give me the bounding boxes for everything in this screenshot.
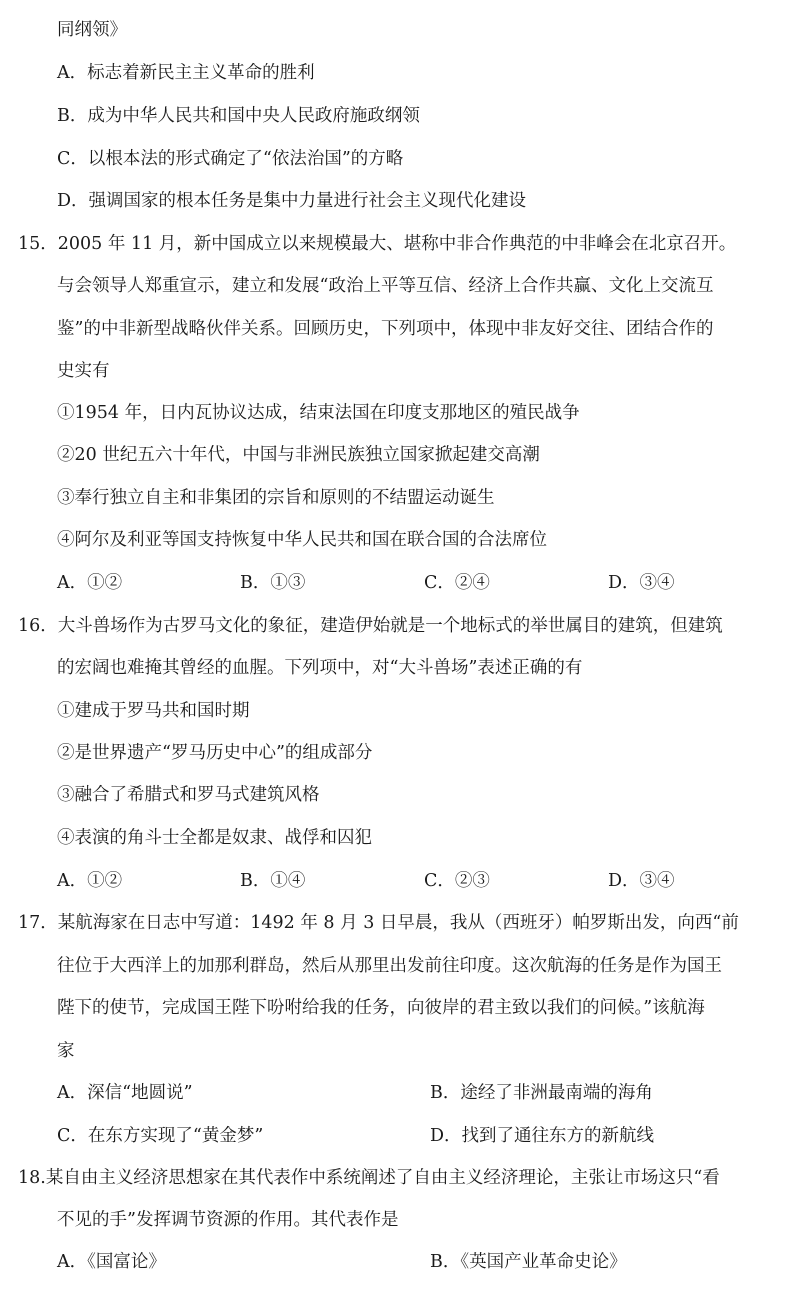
q15-stem-line-1: 15．2005 年 11 月，新中国成立以来规模最大、堪称中非合作典范的中非峰会在北京召开。 (18, 234, 737, 254)
q15-stem-line-2: 与会领导人郑重宣示，建立和发展“政治上平等互信、经济上合作共赢、文化上交流互 (57, 276, 714, 296)
q16-item-2: ②是世界遗产“罗马历史中心”的组成部分 (57, 743, 373, 763)
q17-option-c: C．在东方实现了“黄金梦” (57, 1126, 264, 1146)
q16-option-a: A．①② (57, 871, 123, 891)
q14-option-b: B．成为中华人民共和国中央人民政府施政纲领 (57, 106, 420, 126)
q15-item-2: ②20 世纪五六十年代，中国与非洲民族独立国家掀起建交高潮 (57, 445, 540, 465)
q15-stem-line-3: 鉴”的中非新型战略伙伴关系。回顾历史，下列项中，体现中非友好交往、团结合作的 (57, 319, 714, 339)
q14-option-a: A．标志着新民主主义革命的胜利 (57, 63, 315, 83)
q16-stem-line-1: 16．大斗兽场作为古罗马文化的象征，建造伊始就是一个地标式的举世属目的建筑，但建筑 (18, 616, 723, 636)
q17-option-d: D．找到了通往东方的新航线 (430, 1126, 655, 1146)
q14-tail: 同纲领》 (57, 20, 127, 40)
q15-option-a: A．①② (57, 573, 123, 593)
q16-stem-line-2: 的宏阔也难掩其曾经的血腥。下列项中，对“大斗兽场”表述正确的有 (57, 658, 583, 678)
q15-option-b: B．①③ (240, 573, 306, 593)
q17-stem-line-4: 家 (57, 1041, 75, 1061)
q15-option-c: C．②④ (424, 573, 490, 593)
q17-stem-line-1: 17．某航海家在日志中写道：1492 年 8 月 3 日早晨，我从（西班牙）帕罗斯出发，向西“前 (18, 913, 739, 933)
q15-item-3: ③奉行独立自主和非集团的宗旨和原则的不结盟运动诞生 (57, 488, 495, 508)
q16-option-d: D．③④ (608, 871, 675, 891)
q14-option-d: D．强调国家的根本任务是集中力量进行社会主义现代化建设 (57, 191, 527, 211)
q16-option-c: C．②③ (424, 871, 490, 891)
q16-item-4: ④表演的角斗士全都是奴隶、战俘和囚犯 (57, 828, 372, 848)
q16-item-3: ③融合了希腊式和罗马式建筑风格 (57, 785, 320, 805)
q14-option-c: C．以根本法的形式确定了“依法治国”的方略 (57, 149, 404, 169)
q16-option-b: B．①④ (240, 871, 306, 891)
q17-stem-line-2: 往位于大西洋上的加那利群岛，然后从那里出发前往印度。这次航海的任务是作为国王 (57, 956, 722, 976)
q16-item-1: ①建成于罗马共和国时期 (57, 701, 250, 721)
q18-option-b: B．《英国产业革命史论》 (430, 1252, 627, 1272)
q15-item-4: ④阿尔及利亚等国支持恢复中华人民共和国在联合国的合法席位 (57, 530, 547, 550)
q15-stem-line-4: 史实有 (57, 361, 110, 381)
q15-option-d: D．③④ (608, 573, 675, 593)
q18-stem-line-2: 不见的手”发挥调节资源的作用。其代表作是 (57, 1210, 399, 1230)
q15-item-1: ①1954 年，日内瓦协议达成，结束法国在印度支那地区的殖民战争 (57, 403, 580, 423)
q18-option-a: A．《国富论》 (57, 1252, 166, 1272)
q17-option-a: A．深信“地圆说” (57, 1083, 193, 1103)
q17-stem-line-3: 陛下的使节，完成国王陛下吩咐给我的任务，向彼岸的君主致以我们的问候。”该航海 (57, 998, 705, 1018)
q18-stem-line-1: 18.某自由主义经济思想家在其代表作中系统阐述了自由主义经济理论，主张让市场这只“看 (18, 1168, 720, 1188)
q17-option-b: B．途经了非洲最南端的海角 (430, 1083, 653, 1103)
